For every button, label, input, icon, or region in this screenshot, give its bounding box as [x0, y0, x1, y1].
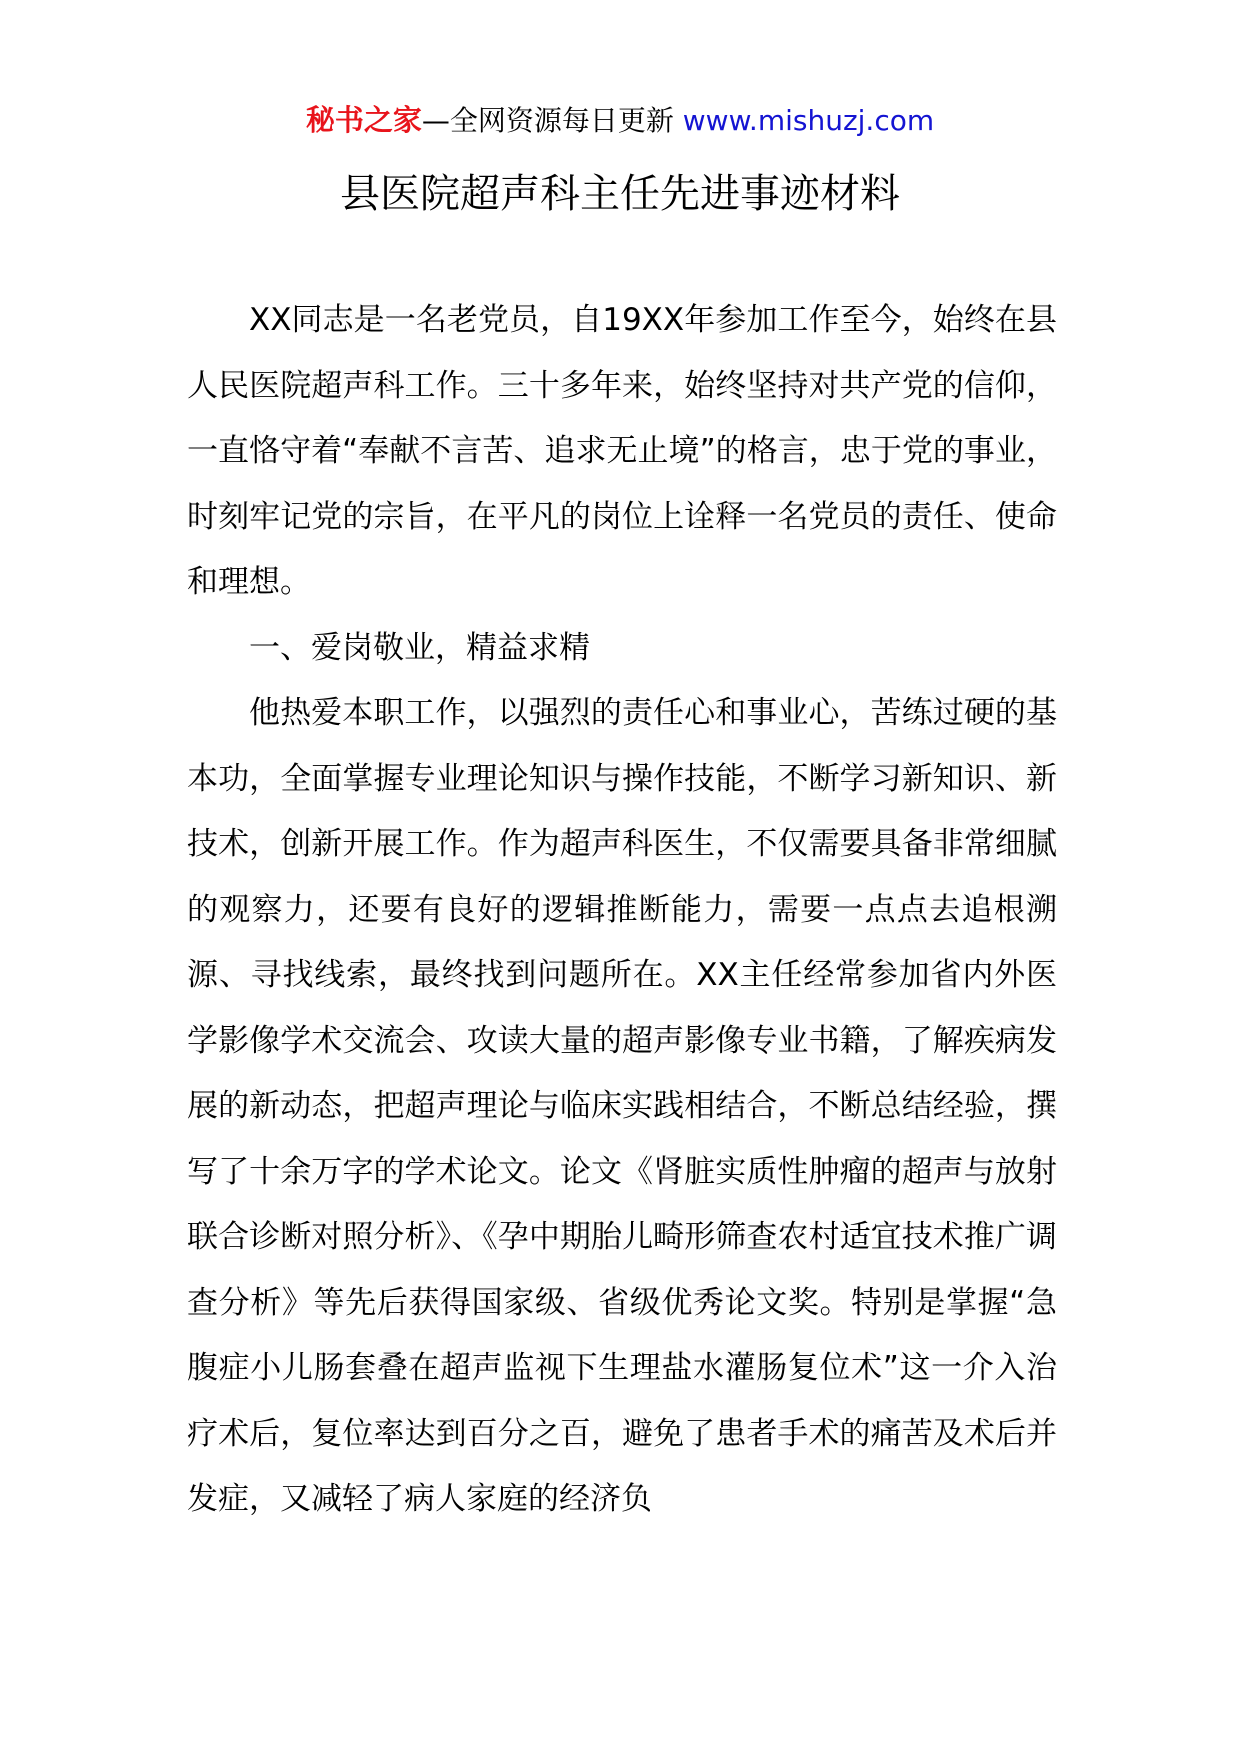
- intro-paragraph: XX同志是一名老党员，自19XX年参加工作至今，始终在县人民医院超声科工作。三十多年来，始终坚持对共产党的信仰，一直恪守着“奉献不言苦、追求无止境”的格言，忠于党的事业，时刻牢记党的宗旨，在平凡的岗位上诠释一名党员的责任、使命和理想。: [187, 302, 1057, 600]
- document-title: 县医院超声科主任先进事迹材料: [340, 171, 900, 217]
- section-heading: 一、爱岗敬业，精益求精: [249, 629, 590, 666]
- body-paragraph: 他热爱本职工作，以强烈的责任心和事业心，苦练过硬的基本功，全面掌握专业理论知识与操作技能，不断学习新知识、新技术，创新开展工作。作为超声科医生，不仅需要具备非常细腻的观察力，还要有良好的逻辑推断能力，需要一点点去追根溯源、寻找线索，最终找到问题所在。XX主任经常参加省内外医学影像学术交流会、攻读大量的超声影像专业书籍，了解疾病发展的新动态，把超声理论与临床实践相结合，不断总结经验，撰写了十余万字的学术论文。论文《肾脏实质性肿瘤的超声与放射联合诊断对照分析》、《孕中期胎儿畸形筛查农村适宜技术推广调查分析》等先后获得国家级、省级优秀论文奖。特别是掌握“急腹症小儿肠套叠在超声监视下生理盐水灌肠复位术”这一介入治疗术后，复位率达到百分之百，避免了患者手术的痛苦及术后并发症，又减轻了病人家庭的经济负: [187, 695, 1057, 1517]
- site-header: [0, 100, 1240, 141]
- site-url-link[interactable]: www.mishuzj.com: [682, 104, 935, 137]
- document-body: [187, 288, 1057, 1533]
- header-tagline: —全网资源每日更新: [421, 104, 683, 137]
- brand-name: 秘书之家: [305, 103, 422, 137]
